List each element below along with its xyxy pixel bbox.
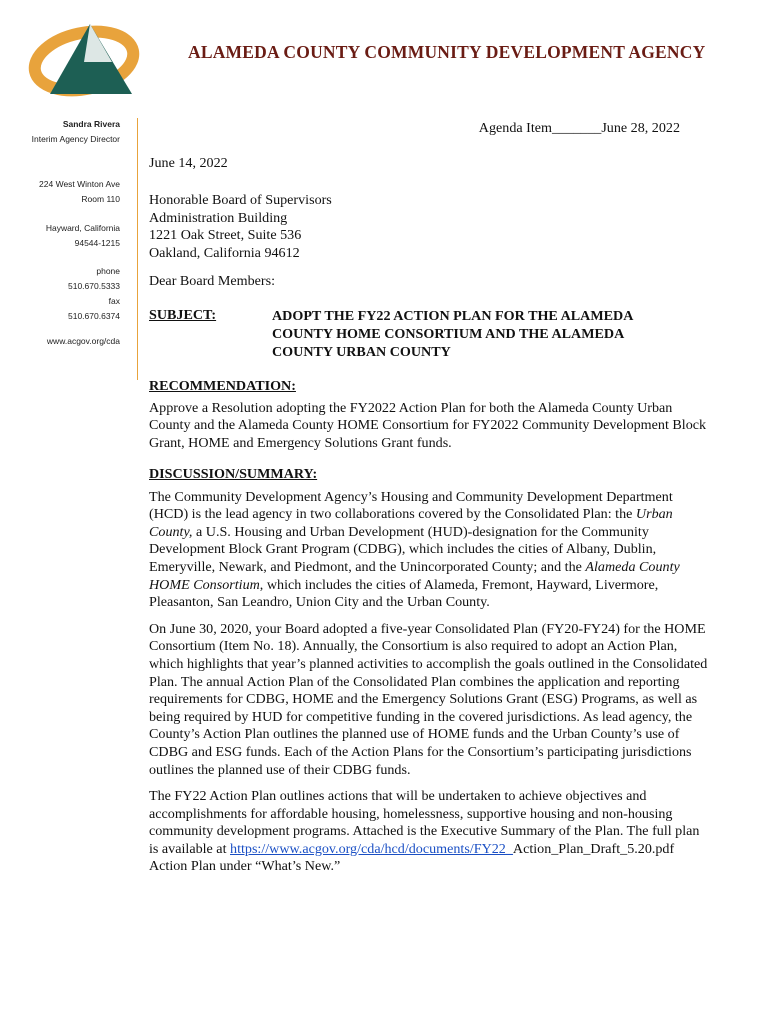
agenda-label: Agenda Item [478,120,552,136]
home-consortium-term: Alameda County HOME Consortium [149,558,680,593]
p3-text: The FY22 Action Plan outlines actions that will be undertaken to achieve objectives and accomplishments for affordable housing, homelessness, supportive housing and non-housing community development programs. Attached is the Executive Summary of the Plan. The full plan is available at [149,788,700,857]
agency-title: ALAMEDA COUNTY COMMUNITY DEVELOPMENT AGENCY [188,42,706,62]
agenda-item-line [479,120,680,137]
letter-date: June 14, 2022 [149,155,228,171]
recipient-line: Honorable Board of Supervisors [149,192,332,208]
phone-label: phone [96,266,120,276]
p3-text: Action_Plan_Draft_5.20.pdf Action Plan under “What’s New.” [149,840,675,875]
recommendation-text: Approve a Resolution adopting the FY2022 Action Plan for both the Alameda County Urban County and the Alameda County HOME Consortium for FY2022 Community Development Block Grant, HOME and Emergency Solutions Grant funds. [149,399,707,451]
address-line1: 224 West Winton Ave [39,179,120,189]
urban-county-term: Urban County, [149,506,673,540]
address-line2: Room 110 [81,194,120,204]
city-block [0,221,120,251]
agenda-blank: _______ [551,120,602,136]
discussion-heading: DISCUSSION/SUMMARY: [149,466,318,482]
director-name: Sandra Rivera [62,119,120,129]
contact-block [0,264,120,324]
discussion-paragraph-1 [149,489,709,612]
website-block [0,334,120,349]
city-line: Hayward, California [45,223,120,233]
salutation: Dear Board Members: [149,273,276,289]
subject-text: ADOPT THE FY22 ACTION PLAN FOR THE ALAMEDA COUNTY HOME CONSORTIUM AND THE ALAMEDA COUNTY URBAN COUNTY [272,308,633,360]
zip-code: 94544-1215 [74,238,120,248]
phone-number: 510.670.5333 [68,281,120,291]
discussion-section [149,466,709,876]
recipient-line: Administration Building [149,209,288,226]
recipient-line: Oakland, California 94612 [149,244,300,261]
sidebar-divider [137,118,138,380]
acgov-cda-logo-icon [28,18,146,100]
discussion-paragraph-2: On June 30, 2020, your Board adopted a five-year Consolidated Plan (FY20-FY24) for the HOME Consortium (Item No. 18). Annually, the Consortium is also required to adopt an Action Plan, which highlights that year’s planned activities to accomplish the goals outlined in the Consolidated Plan. The annual Action Plan of the Consolidated Plan combines the application and reporting requirements for CDBG, HOME and the Emergency Solutions Grant (ESG) Programs, as well as being required by HUD for competitive funding in the covered jurisdictions. As lead agency, the County’s Action Plan outlines the planned use of HOME funds and the Urban County’s use of CDBG and ESG funds. Each of the Action Plans for the Consortium’s participating jurisdictions outlines the planned use of their CDBG funds. [149,620,708,778]
p1-text: The Community Development Agency’s Housing and Community Development Department (HCD) is the lead agency in two collaborations covered by the Consolidated Plan: the [149,488,673,523]
recipient-address [149,192,709,262]
p1-text: a U.S. Housing and Urban Development (HUD)-designation for the Community Development Block Grant Program (CDBG), which includes the cities of Albany, Dublin, Emeryville, Newark, and Piedmont, and the Unincorporated County; and the [149,523,657,575]
agenda-date: June 28, 2022 [601,120,680,136]
discussion-paragraph-3 [149,788,709,876]
p1-text: , which includes the cities of Alameda, Fremont, Hayward, Livermore, Pleasanton, San Leandro, Union City and the Urban County. [149,576,659,611]
recommendation-heading: RECOMMENDATION: [149,378,296,394]
agency-logo [28,18,146,100]
subject-label: SUBJECT: [149,307,217,323]
fax-label: fax [108,296,120,306]
director-block [0,117,120,147]
recipient-line: 1221 Oak Street, Suite 536 [149,227,302,244]
fax-number: 510.670.6374 [68,311,120,321]
action-plan-link[interactable]: https://www.acgov.org/cda/hcd/documents/FY22_ [230,840,513,857]
website: www.acgov.org/cda [46,336,120,346]
director-title: Interim Agency Director [31,134,120,144]
recommendation-section [149,378,709,452]
address-block [0,177,120,207]
